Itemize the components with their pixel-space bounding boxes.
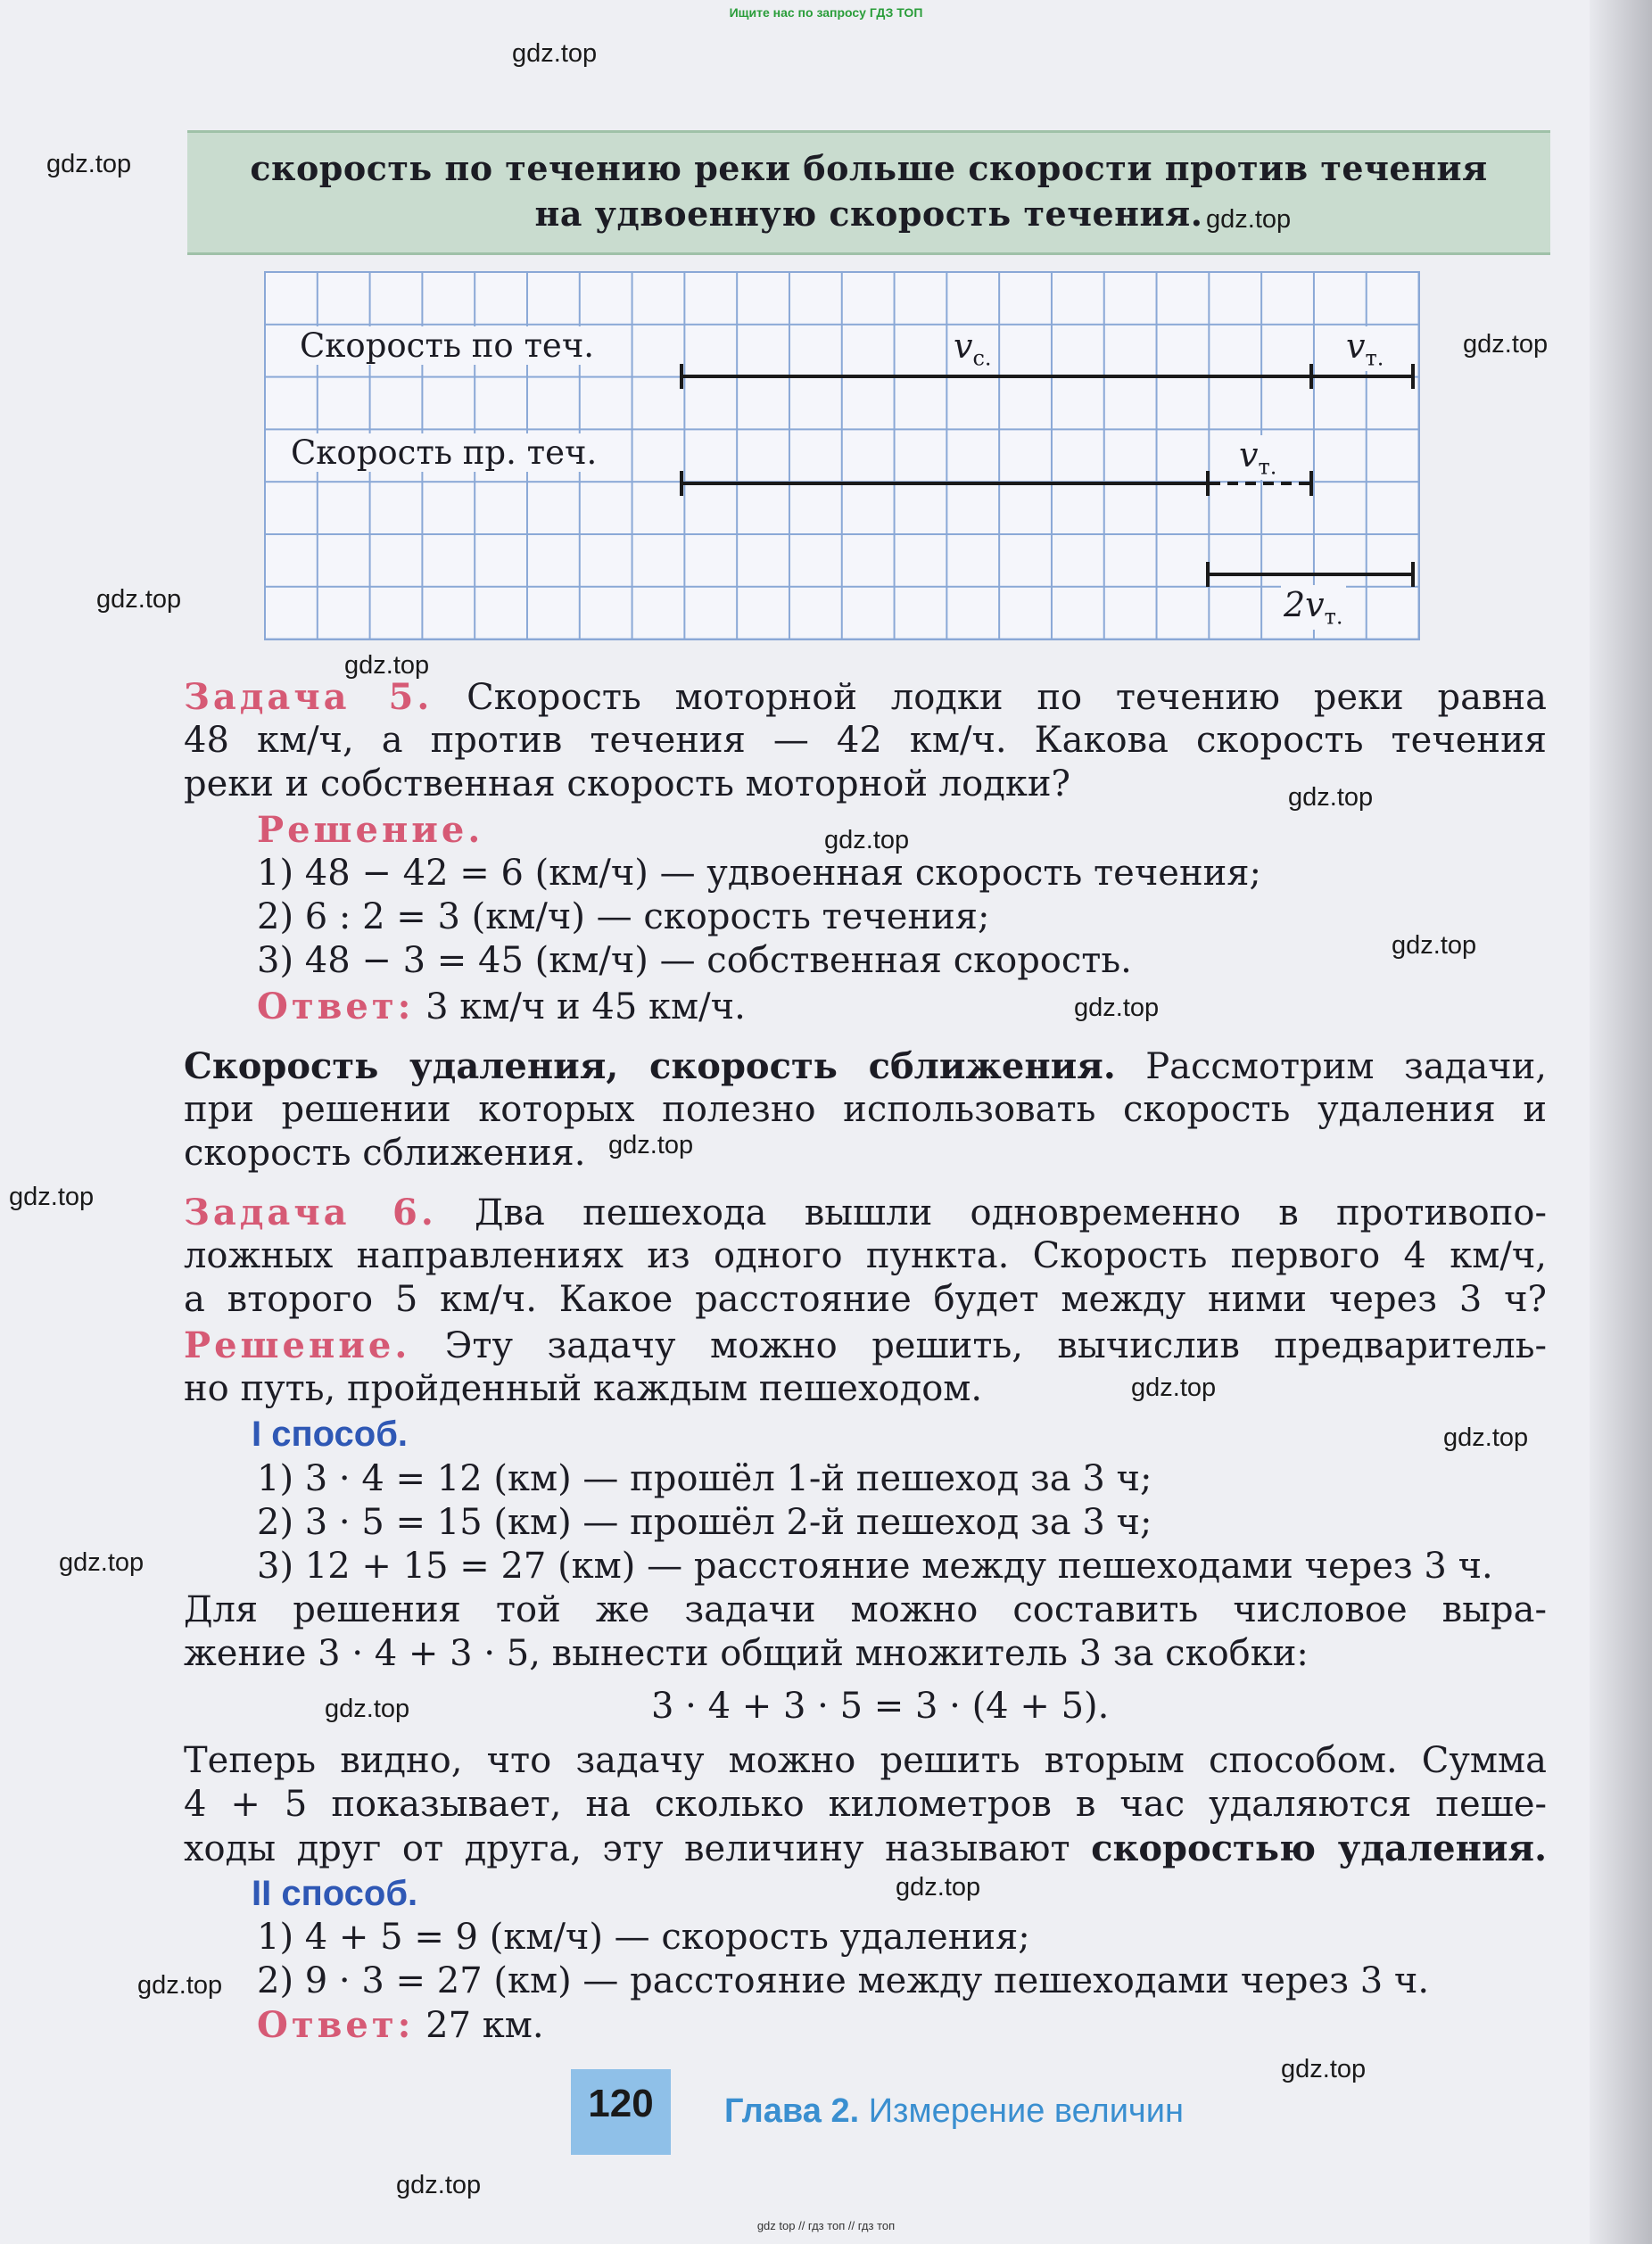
upstream-dashed — [1210, 482, 1309, 485]
task5-solution-label: Решение. — [257, 809, 484, 851]
task5-step-3: 3) 48 − 3 = 45 (км/ч) — собственная скорость. — [257, 940, 1132, 981]
task5-answer: Ответ: 3 км/ч и 45 км/ч. — [257, 986, 746, 1027]
method1-step-3: 3) 12 + 15 = 27 (км) — расстояние между пешеходами через 3 ч. — [257, 1546, 1493, 1587]
watermark: gdz.top — [608, 1131, 694, 1159]
watermark: gdz.top — [1206, 205, 1292, 234]
watermark: gdz.top — [137, 1971, 223, 2000]
chapter-title: Глава 2. Измерение величин — [724, 2092, 1184, 2130]
explain-line-1: Теперь видно, что задачу можно решить вторым способом. Сумма — [184, 1740, 1547, 1781]
v-own-label: $v_{с.}$ — [951, 326, 995, 371]
tick — [1411, 364, 1415, 389]
expr-line-1: Для решения той же задачи можно составить числовое выра- — [184, 1589, 1547, 1630]
watermark: gdz.top — [896, 1873, 981, 1902]
task6-solution-line-1: Решение. Эту задачу можно решить, вычислив предваритель- — [184, 1324, 1547, 1366]
top-banner: Ищите нас по запросу ГДЗ ТОП — [729, 5, 923, 20]
task5-step-2: 2) 6 : 2 = 3 (км/ч) — скорость течения; — [257, 896, 990, 937]
task6-line-2: ложных направлениях из одного пункта. Скорость первого 4 км/ч, — [184, 1235, 1547, 1276]
explain-line-2: 4 + 5 показывает, на сколько километров в час удаляются пеше- — [184, 1784, 1547, 1825]
section-line-2: при решении которых полезно использовать скорость удаления и — [184, 1089, 1547, 1130]
task5-line-1: Задача 5. Скорость моторной лодки по течению реки равна — [184, 676, 1547, 718]
watermark: gdz.top — [9, 1183, 95, 1211]
term-removal-speed: скоростью удаления. — [1091, 1827, 1547, 1869]
rule-text — [187, 145, 1550, 236]
rule-box — [187, 130, 1550, 255]
method1-step-2: 2) 3 · 5 = 15 (км) — прошёл 2-й пешеход за 3 ч; — [257, 1502, 1152, 1543]
section-heading: Скорость удаления, скорость сближения. — [184, 1045, 1116, 1087]
method1-step-1: 1) 3 · 4 = 12 (км) — прошёл 1-й пешеход за 3 ч; — [257, 1458, 1152, 1499]
watermark: gdz.top — [1288, 783, 1374, 812]
v-current-label-2: $v_{т.}$ — [1236, 435, 1279, 480]
watermark: gdz.top — [512, 39, 598, 68]
label-downstream: Скорость по теч. — [296, 326, 598, 365]
bottom-banner: gdz top // гдз топ // гдз топ — [756, 2219, 896, 2232]
downstream-segment — [681, 375, 1413, 378]
watermark: gdz.top — [1281, 2055, 1367, 2083]
watermark: gdz.top — [1131, 1374, 1217, 1402]
watermark: gdz.top — [824, 826, 910, 854]
page-edge-shadow — [1590, 0, 1652, 2244]
method2-step-2: 2) 9 · 3 = 27 (км) — расстояние между пешеходами через 3 ч. — [257, 1960, 1430, 2001]
method2-step-1: 1) 4 + 5 = 9 (км/ч) — скорость удаления; — [257, 1917, 1030, 1958]
watermark: gdz.top — [59, 1548, 145, 1577]
rule-line-2: на удвоенную скорость течения. — [534, 194, 1203, 234]
upstream-segment — [681, 482, 1208, 485]
tick — [680, 364, 683, 389]
watermark: gdz.top — [396, 2171, 482, 2199]
watermark: gdz.top — [325, 1695, 410, 1723]
label-upstream: Скорость пр. теч. — [287, 433, 600, 472]
tick — [1206, 562, 1210, 587]
expr-line-2: жение 3 · 4 + 3 · 5, вынести общий множитель 3 за скобки: — [184, 1633, 1309, 1674]
formula: 3 · 4 + 3 · 5 = 3 · (4 + 5). — [651, 1686, 1110, 1727]
page-number: 120 — [588, 2082, 654, 2125]
task6-title: Задача 6. — [184, 1192, 437, 1233]
watermark: gdz.top — [46, 150, 132, 178]
watermark: gdz.top — [1074, 994, 1160, 1022]
method1-label: I способ. — [252, 1415, 409, 1454]
tick — [1206, 471, 1210, 496]
watermark: gdz.top — [344, 651, 430, 680]
double-current-segment — [1208, 573, 1413, 576]
task5-title: Задача 5. — [184, 676, 434, 718]
watermark: gdz.top — [1463, 330, 1549, 359]
section-line-1: Скорость удаления, скорость сближения. Рассмотрим задачи, — [184, 1045, 1547, 1087]
task6-line-1: Задача 6. Два пешехода вышли одновременно в противопо- — [184, 1192, 1547, 1233]
task5-line-2: 48 км/ч, а против течения — 42 км/ч. Какова скорость течения — [184, 720, 1547, 761]
rule-line-1: скорость по течению реки больше скорости против течения — [250, 148, 1488, 188]
task6-solution-line-2: но путь, пройденный каждым пешеходом. — [184, 1368, 983, 1409]
tick — [1411, 562, 1415, 587]
two-v-label: $2v_{т.}$ — [1281, 585, 1346, 630]
watermark: gdz.top — [1392, 931, 1477, 960]
explain-line-3: ходы друг от друга, эту величину называют скоростью удаления. — [184, 1827, 1547, 1869]
watermark: gdz.top — [96, 585, 182, 614]
v-current-label: $v_{т.}$ — [1343, 326, 1386, 371]
tick — [1309, 364, 1313, 389]
task5-line-3: реки и собственная скорость моторной лодки? — [184, 763, 1070, 804]
task6-answer: Ответ: 27 км. — [257, 2004, 544, 2046]
watermark: gdz.top — [1443, 1423, 1529, 1452]
tick — [1309, 471, 1313, 496]
tick — [680, 471, 683, 496]
section-line-3: скорость сближения. — [184, 1133, 586, 1174]
method2-label: II способ. — [252, 1874, 418, 1913]
task5-step-1: 1) 48 − 42 = 6 (км/ч) — удвоенная скорость течения; — [257, 853, 1261, 894]
task6-line-3: а второго 5 км/ч. Какое расстояние будет между ними через 3 ч? — [184, 1279, 1547, 1320]
speed-diagram — [264, 271, 1420, 640]
